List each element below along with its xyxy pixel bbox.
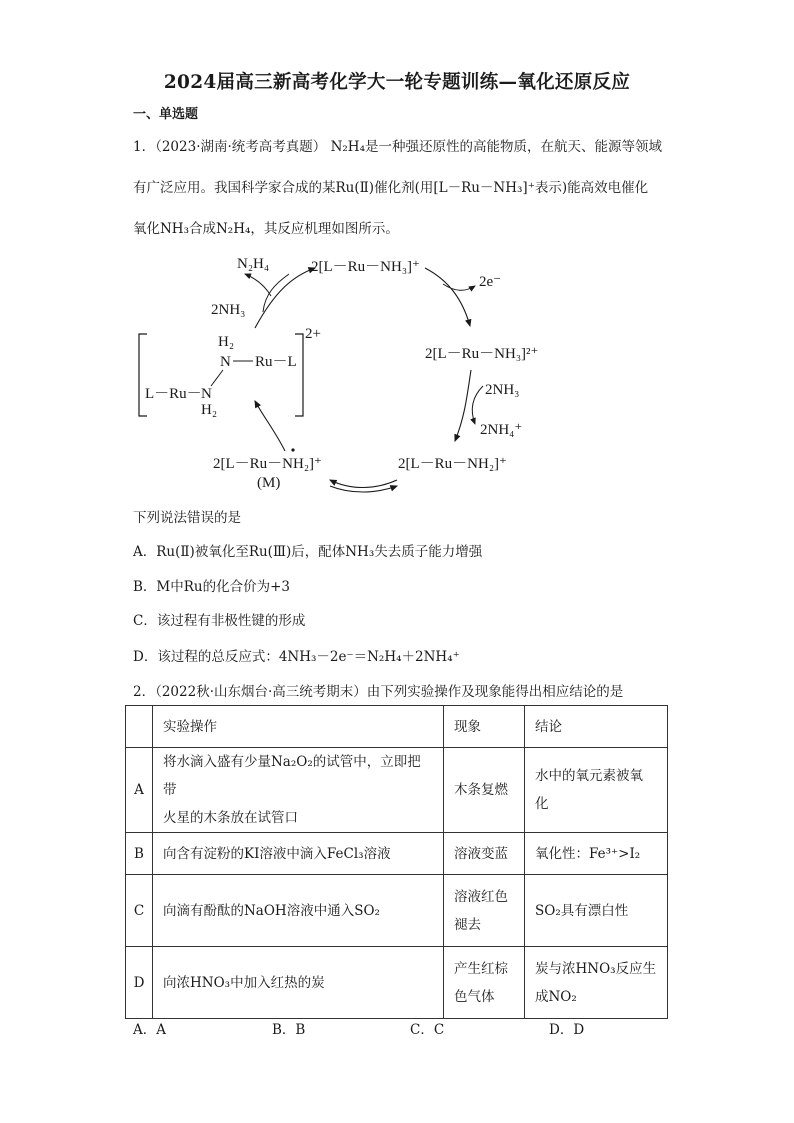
operation-line: 向含有淀粉的KI溶液中滴入FeCl₃溶液	[163, 845, 391, 862]
q1-option-a: A．Ru(Ⅱ)被氧化至Ru(Ⅲ)后，配体NH₃失去质子能力增强	[133, 544, 483, 560]
arrow-nh4-out	[472, 386, 483, 424]
row-label: A	[126, 748, 153, 833]
q1-prompt: 下列说法错误的是	[133, 510, 241, 526]
table-header-conclusion: 结论	[525, 706, 668, 748]
arrow-equilibrium-right	[330, 486, 397, 492]
operation-cell	[153, 833, 444, 875]
arrow-right-to-bottom	[455, 370, 471, 441]
bottom-right-complex-label: 2[L－Ru－NH₂]⁺	[398, 456, 507, 472]
table-row	[126, 875, 668, 947]
operation-line: 向浓HNO₃中加入红热的炭	[163, 974, 325, 991]
q1-stem-line-3: 氧化NH₃合成N₂H₄，其反应机理如图所示。	[133, 221, 399, 237]
conclusion-cell	[525, 833, 668, 875]
row-label: D	[126, 947, 153, 1019]
conclusion-line: 水中的氧元素被氧	[535, 768, 643, 784]
operation-cell	[153, 947, 444, 1019]
table-header-blank	[126, 706, 153, 748]
q1-stem-line-1: 1．（2023·湖南·统考高考真题） N₂H₄是一种强还原性的高能物质，在航天、能源等领域	[133, 139, 662, 155]
arrow-n2h4-out	[245, 274, 271, 296]
electron-out-label: 2e⁻	[479, 274, 502, 290]
arrow-m-to-dimer	[255, 401, 285, 451]
phenomenon-line: 产生红棕	[454, 960, 508, 977]
phenomenon-line: 溶液红色	[454, 888, 508, 905]
section-heading: 一、单选题	[133, 107, 199, 122]
conclusion-line: 成NO₂	[535, 988, 577, 1005]
q1-option-b: B．M中Ru的化合价为+3	[133, 579, 291, 595]
operation-cell	[153, 875, 444, 947]
phenomenon-cell	[444, 947, 525, 1019]
dimer-right-bracket	[295, 334, 303, 416]
dimer-h2-top: H₂	[218, 334, 235, 350]
conclusion-line: 化	[535, 796, 549, 812]
arrow-nh3-in	[263, 274, 289, 312]
arrow-top-to-right	[425, 268, 470, 326]
phenomenon-line: 木条复燃	[454, 782, 508, 798]
phenomenon-line: 溶液变蓝	[454, 845, 508, 862]
q2-answer-d: D．D	[549, 1022, 585, 1038]
conclusion-cell	[525, 748, 668, 833]
dimer-ru-l: Ru－L	[255, 354, 297, 370]
q2-stem: 2．（2022秋·山东烟台·高三统考期末）由下列实验操作及现象能得出相应结论的是	[133, 684, 624, 700]
dimer-h2-bottom: H₂	[201, 402, 218, 418]
n2h4-label: N₂H₄	[237, 256, 270, 272]
operation-line: 向滴有酚酞的NaOH溶液中通入SO₂	[163, 902, 380, 919]
table-row	[126, 947, 668, 1019]
top-complex-label: 2[L－Ru－NH₃]⁺	[311, 259, 420, 275]
q2-answer-c: C．C	[410, 1022, 445, 1038]
dimer-n-bottom: N	[201, 386, 212, 402]
dimer-charge: 2+	[305, 326, 321, 342]
q2-answer-b: B．B	[272, 1022, 306, 1038]
page-title: 2024届高三新高考化学大一轮专题训练—氧化还原反应	[163, 72, 631, 93]
phenomenon-cell	[444, 748, 525, 833]
radical-dot	[291, 448, 294, 451]
q1-option-d: D．该过程的总反应式：4NH₃－2e⁻＝N₂H₄＋2NH₄⁺	[133, 649, 460, 665]
bottom-left-complex-label: 2[L－Ru－NH₂]⁺	[213, 456, 322, 472]
operation-line: 将水滴入盛有少量Na₂O₂的试管中，立即把带	[163, 754, 421, 798]
conclusion-line: SO₂具有漂白性	[535, 902, 629, 919]
table-header-row	[126, 706, 668, 748]
conclusion-line: 氧化性：Fe³⁺>I₂	[535, 845, 641, 862]
table-row	[126, 748, 668, 833]
experiment-table	[125, 705, 668, 1019]
phenomenon-cell	[444, 833, 525, 875]
nh3-in-label: 2NH₃	[211, 302, 246, 318]
q2-answer-a: A．A	[133, 1022, 166, 1038]
phenomenon-cell	[444, 875, 525, 947]
conclusion-cell	[525, 947, 668, 1019]
table-header-operation: 实验操作	[153, 706, 444, 748]
operation-cell	[153, 748, 444, 833]
m-label: (M)	[257, 475, 281, 491]
dimer-n-n-bond	[211, 370, 223, 386]
nh3-right-label: 2NH₃	[485, 382, 520, 398]
phenomenon-line: 色气体	[454, 988, 495, 1005]
row-label: C	[126, 875, 153, 947]
conclusion-cell	[525, 875, 668, 947]
reaction-mechanism-diagram	[125, 246, 555, 496]
q1-stem-line-2: 有广泛应用。我国科学家合成的某Ru(Ⅱ)催化剂(用[L－Ru－NH₃]⁺表示)能高效电催化	[133, 180, 649, 196]
dimer-n-top: N	[220, 354, 231, 370]
dimer-l-ru: L－Ru－	[145, 386, 202, 402]
conclusion-line: 炭与浓HNO₃反应生	[535, 960, 657, 977]
table-row	[126, 833, 668, 875]
right-complex-label: 2[L－Ru－NH₃]²⁺	[425, 346, 539, 362]
dimer-left-bracket	[139, 334, 147, 416]
nh4-out-label: 2NH₄⁺	[480, 422, 523, 438]
arrow-equilibrium-left	[330, 480, 397, 488]
table-header-phenomenon: 现象	[444, 706, 525, 748]
row-label: B	[126, 833, 153, 875]
operation-line: 火星的木条放在试管口	[163, 810, 298, 826]
q1-option-c: C．该过程有非极性键的形成	[133, 613, 306, 629]
phenomenon-line: 褪去	[454, 916, 481, 933]
